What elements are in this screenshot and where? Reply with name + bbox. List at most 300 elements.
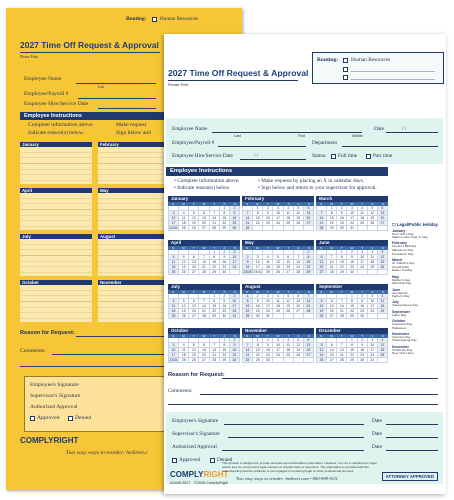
calendar-day[interactable]: 12 (284, 299, 294, 304)
calendar-day[interactable]: 27 (317, 270, 327, 275)
calendar-day[interactable]: 9 (230, 211, 240, 216)
approved-checkbox[interactable] (172, 458, 177, 463)
routing-blank-checkbox-2[interactable] (343, 75, 348, 80)
calendar-day[interactable]: 13 (294, 299, 304, 304)
calendar-day[interactable]: 5 (179, 299, 189, 304)
calendar-day[interactable]: 22 (347, 353, 357, 358)
calendar-day[interactable]: 23 (263, 221, 273, 226)
calendar-day[interactable]: 13 (199, 348, 209, 353)
calendar-day[interactable]: 8 (304, 255, 314, 260)
calendar-day[interactable]: 6 (304, 338, 314, 343)
calendar-day[interactable]: 24 (358, 265, 368, 270)
calendar-day[interactable]: 27 (327, 358, 337, 363)
calendar-day[interactable]: 17 (273, 216, 283, 221)
calendar-day[interactable]: 6 (284, 255, 294, 260)
calendar-day[interactable]: 22 (210, 309, 220, 314)
calendar-day[interactable]: 4 (179, 343, 189, 348)
calendar-day[interactable]: 27 (199, 358, 209, 363)
calendar-day[interactable]: 13 (189, 260, 199, 265)
calendar-day[interactable]: 15 (327, 216, 337, 221)
calendar-day[interactable]: 1 (327, 206, 337, 211)
calendar-day[interactable]: 9 (263, 211, 273, 216)
calendar-day[interactable]: 1 (210, 250, 220, 255)
calendar-day[interactable]: 14 (294, 260, 304, 265)
calendar-day[interactable]: 3 (368, 294, 378, 299)
calendar-day[interactable]: 28 (337, 314, 347, 319)
calendar-day[interactable]: 23/30 (243, 270, 252, 275)
calendar-day[interactable]: 23 (220, 265, 230, 270)
calendar-day[interactable]: 8 (347, 299, 357, 304)
calendar-day[interactable]: 24/31 (169, 226, 178, 231)
calendar-day[interactable]: 7 (317, 211, 327, 216)
calendar-day[interactable]: 1 (347, 338, 357, 343)
calendar-day[interactable]: 2 (358, 338, 368, 343)
calendar-day[interactable]: 29 (243, 314, 253, 319)
calendar-day[interactable]: 28 (210, 358, 220, 363)
calendar-day[interactable]: 15 (347, 348, 357, 353)
calendar-day[interactable]: 6 (294, 294, 304, 299)
calendar-day[interactable]: 19 (317, 353, 327, 358)
calendar-day[interactable]: 15 (253, 216, 263, 221)
calendar-day[interactable]: 14 (243, 216, 253, 221)
calendar-day[interactable]: 28 (243, 226, 253, 231)
calendar-day[interactable]: 4 (378, 294, 388, 299)
calendar-day[interactable]: 27 (327, 314, 337, 319)
calendar-day[interactable]: 17 (253, 265, 263, 270)
calendar-day[interactable]: 16 (337, 216, 347, 221)
calendar-day[interactable]: 19 (189, 353, 199, 358)
calendar-day[interactable]: 5 (273, 255, 283, 260)
calendar-day[interactable]: 28 (294, 270, 304, 275)
calendar-day[interactable]: 24 (347, 221, 357, 226)
calendar-day[interactable]: 29 (337, 270, 347, 275)
calendar-day[interactable]: 7 (294, 255, 304, 260)
calendar-day[interactable]: 2 (230, 338, 240, 343)
calendar-day[interactable]: 21 (337, 353, 347, 358)
calendar-day[interactable]: 19 (284, 304, 294, 309)
calendar-day[interactable]: 28 (304, 309, 314, 314)
calendar-day[interactable]: 1 (253, 206, 263, 211)
calendar-day[interactable]: 27 (304, 221, 314, 226)
calendar-day[interactable]: 19 (368, 216, 378, 221)
calendar-day[interactable]: 1 (210, 294, 220, 299)
calendar-day[interactable]: 1 (253, 338, 263, 343)
calendar-day[interactable]: 14 (317, 216, 327, 221)
calendar-day[interactable]: 4 (358, 206, 368, 211)
calendar-day[interactable]: 1 (220, 338, 230, 343)
calendar-day[interactable]: 3 (253, 255, 263, 260)
calendar-day[interactable]: 23 (358, 353, 368, 358)
calendar-day[interactable]: 6 (317, 255, 327, 260)
calendar-day[interactable]: 5 (189, 211, 199, 216)
calendar-day[interactable]: 23 (358, 309, 368, 314)
calendar-day[interactable]: 11 (378, 299, 388, 304)
calendar-day[interactable]: 3 (273, 206, 283, 211)
calendar-day[interactable]: 22 (243, 309, 253, 314)
calendar-day[interactable]: 16 (358, 348, 368, 353)
calendar-day[interactable]: 25 (358, 221, 368, 226)
calendar-day[interactable]: 15 (337, 260, 347, 265)
calendar-day[interactable]: 18 (169, 309, 179, 314)
calendar-day[interactable]: 10 (273, 343, 283, 348)
calendar-day[interactable]: 18 (368, 260, 378, 265)
calendar-day[interactable]: 18 (169, 265, 179, 270)
part-time-checkbox[interactable] (366, 154, 371, 159)
calendar-day[interactable]: 17 (368, 304, 378, 309)
back-denied-checkbox[interactable] (68, 416, 73, 421)
calendar-day[interactable]: 14 (337, 348, 347, 353)
calendar-day[interactable]: 5 (284, 294, 294, 299)
date-field[interactable] (386, 132, 438, 133)
calendar-day[interactable]: 11 (284, 343, 294, 348)
calendar-day[interactable]: 18 (179, 353, 189, 358)
calendar-day[interactable]: 29 (253, 358, 263, 363)
calendar-day[interactable]: 17 (263, 304, 273, 309)
calendar-day[interactable]: 30 (230, 226, 240, 231)
calendar-day[interactable]: 11 (273, 299, 283, 304)
calendar-day[interactable]: 11 (179, 216, 189, 221)
calendar-day[interactable]: 21 (317, 221, 327, 226)
calendar-day[interactable]: 26 (378, 265, 388, 270)
calendar-day[interactable]: 7 (199, 299, 209, 304)
calendar-day[interactable]: 16 (347, 260, 357, 265)
calendar-day[interactable]: 24 (368, 309, 378, 314)
calendar-day[interactable]: 12 (179, 304, 189, 309)
calendar-day[interactable]: 18 (273, 304, 283, 309)
calendar-day[interactable]: 27 (294, 309, 304, 314)
calendar-day[interactable]: 11 (169, 260, 179, 265)
calendar-day[interactable]: 8 (253, 211, 263, 216)
calendar-day[interactable]: 5 (179, 255, 189, 260)
calendar-day[interactable]: 16 (263, 216, 273, 221)
calendar-day[interactable]: 9 (253, 299, 263, 304)
calendar-day[interactable]: 8 (243, 299, 253, 304)
calendar-day[interactable]: 1 (347, 294, 357, 299)
calendar-day[interactable]: 3 (230, 250, 240, 255)
calendar-day[interactable]: 11 (169, 304, 179, 309)
calendar-day[interactable]: 12 (317, 348, 327, 353)
calendar-day[interactable]: 10 (273, 211, 283, 216)
calendar-day[interactable]: 29 (220, 226, 230, 231)
calendar-day[interactable]: 8 (220, 343, 230, 348)
employee-signature-field[interactable] (224, 424, 364, 425)
calendar-day[interactable]: 30 (358, 314, 368, 319)
calendar-day[interactable]: 20 (189, 309, 199, 314)
calendar-day[interactable]: 7 (337, 299, 347, 304)
calendar-day[interactable]: 1 (220, 206, 230, 211)
calendar-day[interactable]: 28 (327, 270, 337, 275)
calendar-day[interactable]: 24/31 (169, 358, 178, 363)
calendar-day[interactable]: 26 (189, 358, 199, 363)
calendar-day[interactable]: 15 (210, 304, 220, 309)
calendar-day[interactable]: 17 (230, 260, 240, 265)
calendar-day[interactable]: 14 (304, 299, 314, 304)
calendar-day[interactable]: 7 (337, 343, 347, 348)
calendar-day[interactable]: 11 (284, 211, 294, 216)
calendar-day[interactable]: 20 (327, 309, 337, 314)
calendar-day[interactable]: 8 (327, 211, 337, 216)
calendar-day[interactable]: 27 (189, 270, 199, 275)
calendar-day[interactable]: 9 (220, 299, 230, 304)
calendar-day[interactable]: 19 (179, 309, 189, 314)
authorized-approval-field[interactable] (222, 450, 364, 451)
calendar-day[interactable]: 26 (294, 353, 304, 358)
calendar-day[interactable]: 9 (263, 343, 273, 348)
calendar-day[interactable]: 19 (294, 216, 304, 221)
reason-field[interactable] (222, 378, 438, 379)
calendar-day[interactable]: 5 (368, 206, 378, 211)
calendar-day[interactable]: 19 (378, 260, 388, 265)
calendar-day[interactable]: 7 (199, 255, 209, 260)
calendar-day[interactable]: 14 (210, 348, 220, 353)
calendar-day[interactable]: 28 (337, 358, 347, 363)
calendar-day[interactable]: 20 (304, 348, 314, 353)
calendar-day[interactable]: 17 (347, 216, 357, 221)
payroll-field[interactable] (218, 146, 306, 147)
calendar-day[interactable]: 29 (210, 270, 220, 275)
calendar-day[interactable]: 15 (220, 348, 230, 353)
calendar-day[interactable]: 30 (230, 358, 240, 363)
calendar-day[interactable]: 25 (378, 309, 388, 314)
calendar-day[interactable]: 9 (358, 299, 368, 304)
calendar-day[interactable]: 17 (358, 260, 368, 265)
calendar-day[interactable]: 23 (263, 353, 273, 358)
calendar-day[interactable]: 7 (243, 343, 253, 348)
calendar-day[interactable]: 4 (284, 206, 294, 211)
comments-field[interactable] (200, 394, 438, 395)
calendar-day[interactable]: 6 (199, 211, 209, 216)
calendar-day[interactable]: 24 (230, 265, 240, 270)
calendar-day[interactable]: 30 (263, 358, 273, 363)
calendar-day[interactable]: 5 (294, 338, 304, 343)
calendar-day[interactable]: 21 (210, 221, 220, 226)
calendar-day[interactable]: 8 (337, 255, 347, 260)
calendar-day[interactable]: 2 (358, 294, 368, 299)
routing-blank-line-2[interactable] (351, 79, 435, 80)
back-comments-field[interactable] (52, 354, 166, 355)
employee-name-field[interactable] (212, 132, 362, 133)
calendar-day[interactable]: 3 (169, 343, 179, 348)
calendar-day[interactable]: 3 (263, 294, 273, 299)
calendar-day[interactable]: 10 (169, 348, 179, 353)
calendar-day[interactable]: 15 (220, 216, 230, 221)
calendar-day[interactable]: 19 (317, 309, 327, 314)
department-field[interactable] (342, 146, 438, 147)
calendar-day[interactable]: 2 (220, 250, 230, 255)
back-approved-checkbox[interactable] (30, 416, 35, 421)
back-reason-field[interactable] (76, 336, 166, 337)
calendar-day[interactable]: 5 (189, 343, 199, 348)
back-routing-checkbox[interactable] (152, 17, 157, 22)
calendar-day[interactable]: 16 (253, 304, 263, 309)
calendar-day[interactable]: 10 (368, 299, 378, 304)
calendar-day[interactable]: 8 (210, 299, 220, 304)
calendar-day[interactable]: 29 (347, 314, 357, 319)
calendar-day[interactable]: 25 (263, 270, 273, 275)
calendar-day[interactable]: 25 (273, 309, 283, 314)
supervisor-signature-field[interactable] (228, 437, 364, 438)
calendar-day[interactable]: 4 (169, 255, 179, 260)
calendar-day[interactable]: 27 (304, 353, 314, 358)
calendar-day[interactable]: 27 (284, 270, 294, 275)
calendar-day[interactable]: 13 (304, 211, 314, 216)
calendar-day[interactable]: 2 (263, 338, 273, 343)
calendar-day[interactable]: 14 (337, 304, 347, 309)
calendar-day[interactable]: 24/31 (253, 270, 262, 275)
calendar-day[interactable]: 23 (230, 221, 240, 226)
calendar-day[interactable]: 24 (230, 309, 240, 314)
calendar-day[interactable]: 4 (284, 338, 294, 343)
calendar-day[interactable]: 7 (210, 343, 220, 348)
calendar-day[interactable]: 14 (210, 216, 220, 221)
calendar-day[interactable]: 12 (294, 211, 304, 216)
calendar-day[interactable]: 19 (179, 265, 189, 270)
calendar-day[interactable]: 23 (253, 309, 263, 314)
calendar-day[interactable]: 25 (179, 358, 189, 363)
calendar-day[interactable]: 22 (253, 353, 263, 358)
calendar-day[interactable]: 11 (368, 255, 378, 260)
calendar-day[interactable]: 10 (169, 216, 179, 221)
calendar-day[interactable]: 27 (189, 314, 199, 319)
hire-date-field[interactable] (240, 159, 306, 160)
calendar-day[interactable]: 18 (284, 348, 294, 353)
calendar-day[interactable]: 16 (230, 216, 240, 221)
calendar-day[interactable]: 12 (294, 343, 304, 348)
calendar-day[interactable]: 6 (327, 299, 337, 304)
calendar-day[interactable]: 15 (347, 304, 357, 309)
calendar-day[interactable]: 10 (230, 299, 240, 304)
calendar-day[interactable]: 21 (304, 304, 314, 309)
calendar-day[interactable]: 23 (347, 265, 357, 270)
calendar-day[interactable]: 2 (347, 250, 357, 255)
routing-hr-checkbox[interactable] (343, 58, 348, 63)
calendar-day[interactable]: 28 (210, 226, 220, 231)
calendar-day[interactable]: 16 (243, 265, 253, 270)
back-comments-line[interactable] (20, 366, 166, 367)
back-payroll-field[interactable] (78, 98, 156, 99)
calendar-day[interactable]: 26 (368, 221, 378, 226)
calendar-day[interactable]: 17 (368, 348, 378, 353)
calendar-day[interactable]: 21 (294, 265, 304, 270)
calendar-day[interactable]: 29 (347, 358, 357, 363)
calendar-day[interactable]: 13 (327, 304, 337, 309)
calendar-day[interactable]: 21 (199, 265, 209, 270)
calendar-day[interactable]: 8 (220, 211, 230, 216)
calendar-day[interactable]: 22 (327, 221, 337, 226)
calendar-day[interactable]: 25 (169, 270, 179, 275)
calendar-day[interactable]: 22 (347, 309, 357, 314)
calendar-day[interactable]: 4 (263, 255, 273, 260)
calendar-day[interactable]: 12 (317, 304, 327, 309)
calendar-day[interactable]: 19 (273, 265, 283, 270)
employee-sig-date-field[interactable] (386, 424, 438, 425)
calendar-day[interactable]: 29 (220, 358, 230, 363)
calendar-day[interactable]: 4 (179, 211, 189, 216)
calendar-day[interactable]: 2 (243, 255, 253, 260)
calendar-day[interactable]: 18 (179, 221, 189, 226)
calendar-day[interactable]: 12 (368, 211, 378, 216)
calendar-day[interactable]: 28 (317, 226, 327, 231)
calendar-day[interactable]: 1 (304, 250, 314, 255)
calendar-day[interactable]: 31 (347, 226, 357, 231)
calendar-day[interactable]: 7 (210, 211, 220, 216)
calendar-day[interactable]: 22 (210, 265, 220, 270)
calendar-day[interactable]: 2 (337, 206, 347, 211)
calendar-day[interactable]: 3 (273, 338, 283, 343)
calendar-day[interactable]: 16 (358, 304, 368, 309)
calendar-day[interactable]: 27 (378, 221, 388, 226)
calendar-day[interactable]: 3 (368, 338, 378, 343)
calendar-day[interactable]: 14 (243, 348, 253, 353)
calendar-day[interactable]: 25 (284, 353, 294, 358)
calendar-day[interactable]: 3 (169, 211, 179, 216)
calendar-day[interactable]: 26 (284, 309, 294, 314)
calendar-day[interactable]: 21 (210, 353, 220, 358)
calendar-day[interactable]: 16 (263, 348, 273, 353)
calendar-day[interactable]: 23 (337, 221, 347, 226)
calendar-day[interactable]: 26 (189, 226, 199, 231)
calendar-day[interactable]: 12 (179, 260, 189, 265)
calendar-day[interactable]: 13 (327, 348, 337, 353)
calendar-day[interactable]: 31 (368, 358, 378, 363)
calendar-day[interactable]: 20 (378, 216, 388, 221)
calendar-day[interactable]: 27 (199, 226, 209, 231)
calendar-day[interactable]: 14 (327, 260, 337, 265)
calendar-day[interactable]: 22 (337, 265, 347, 270)
calendar-day[interactable]: 6 (378, 206, 388, 211)
calendar-day[interactable]: 24 (263, 309, 273, 314)
calendar-day[interactable]: 18 (284, 216, 294, 221)
calendar-day[interactable]: 14 (199, 304, 209, 309)
calendar-day[interactable]: 26 (179, 314, 189, 319)
calendar-day[interactable]: 13 (304, 343, 314, 348)
calendar-day[interactable]: 2 (263, 206, 273, 211)
calendar-day[interactable]: 15 (304, 260, 314, 265)
calendar-day[interactable]: 26 (294, 221, 304, 226)
calendar-day[interactable]: 6 (199, 343, 209, 348)
calendar-day[interactable]: 19 (294, 348, 304, 353)
calendar-day[interactable]: 11 (378, 343, 388, 348)
supervisor-sig-date-field[interactable] (386, 437, 438, 438)
calendar-day[interactable]: 2 (253, 294, 263, 299)
calendar-day[interactable]: 30 (337, 226, 347, 231)
calendar-day[interactable]: 21 (243, 353, 253, 358)
calendar-day[interactable]: 20 (327, 353, 337, 358)
calendar-day[interactable]: 28 (243, 358, 253, 363)
calendar-day[interactable]: 8 (253, 343, 263, 348)
calendar-day[interactable]: 11 (263, 260, 273, 265)
calendar-day[interactable]: 7 (327, 255, 337, 260)
calendar-day[interactable]: 7 (304, 294, 314, 299)
calendar-day[interactable]: 23 (230, 353, 240, 358)
calendar-day[interactable]: 8 (210, 255, 220, 260)
calendar-day[interactable]: 12 (378, 255, 388, 260)
calendar-day[interactable]: 25 (378, 353, 388, 358)
full-time-checkbox[interactable] (331, 154, 336, 159)
comments-line-2[interactable] (168, 404, 438, 405)
calendar-day[interactable]: 6 (189, 299, 199, 304)
calendar-day[interactable]: 13 (284, 260, 294, 265)
calendar-day[interactable]: 20 (199, 221, 209, 226)
calendar-day[interactable]: 9 (337, 211, 347, 216)
calendar-day[interactable]: 12 (189, 216, 199, 221)
calendar-day[interactable]: 23 (220, 309, 230, 314)
calendar-day[interactable]: 26 (317, 314, 327, 319)
calendar-day[interactable]: 10 (263, 299, 273, 304)
calendar-day[interactable]: 26 (273, 270, 283, 275)
calendar-day[interactable]: 24 (273, 353, 283, 358)
calendar-day[interactable]: 20 (294, 304, 304, 309)
